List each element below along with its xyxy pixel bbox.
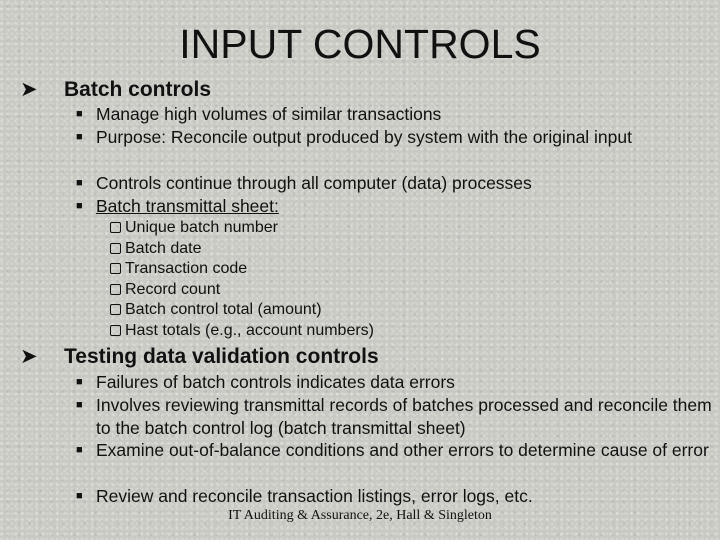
sub-item bbox=[110, 259, 247, 280]
checkbox-bullet-icon bbox=[110, 263, 121, 274]
checkbox-bullet-icon bbox=[110, 222, 121, 233]
square-bullet-icon: ■ bbox=[76, 444, 83, 456]
sub-item-text: Unique batch number bbox=[125, 219, 278, 236]
bullet-item bbox=[76, 103, 716, 126]
sub-item bbox=[110, 218, 278, 239]
sub-item bbox=[110, 300, 322, 321]
sub-item bbox=[110, 280, 220, 301]
checkbox-bullet-icon bbox=[110, 243, 121, 254]
bullet-text: Batch transmittal sheet: bbox=[96, 196, 279, 216]
footer-citation: IT Auditing & Assurance, 2e, Hall & Singleton bbox=[228, 508, 492, 523]
square-bullet-icon: ■ bbox=[76, 399, 83, 411]
bullet-text: Involves reviewing transmittal records of batches processed and reconcile them to the batch control log (batch transmittal sheet) bbox=[96, 395, 712, 438]
sub-item-text: Record count bbox=[125, 280, 221, 298]
square-bullet-icon: ■ bbox=[76, 131, 83, 143]
bullet-item bbox=[76, 485, 716, 508]
sub-item-text: Batch date bbox=[125, 239, 202, 257]
bullet-text: Controls continue through all computer (data) processes bbox=[96, 173, 532, 193]
sub-item-text: Transaction code bbox=[125, 260, 248, 277]
sub-item bbox=[110, 239, 202, 260]
section-heading-text: Batch controls bbox=[64, 78, 212, 101]
square-bullet-icon: ■ bbox=[76, 108, 83, 120]
section-heading-batch-controls bbox=[20, 78, 211, 102]
bullet-item bbox=[76, 172, 716, 195]
bullet-item bbox=[76, 439, 716, 462]
square-bullet-icon: ■ bbox=[76, 200, 83, 212]
square-bullet-icon: ■ bbox=[76, 490, 83, 502]
bullet-text: Manage high volumes of similar transactions bbox=[96, 104, 442, 124]
sub-item-text: Hast totals (e.g., account numbers) bbox=[125, 321, 374, 339]
arrow-bullet-icon: ➤ bbox=[20, 345, 38, 368]
checkbox-bullet-icon bbox=[110, 325, 121, 336]
slide-title: INPUT CONTROLS bbox=[179, 21, 541, 67]
section-heading-text: Testing data validation controls bbox=[64, 345, 379, 368]
bullet-item bbox=[76, 394, 716, 439]
section-heading-testing-data-validation bbox=[20, 345, 379, 369]
checkbox-bullet-icon bbox=[110, 304, 121, 315]
bullet-item bbox=[76, 195, 716, 218]
bullet-item bbox=[76, 126, 716, 149]
bullet-item bbox=[76, 371, 716, 394]
arrow-bullet-icon: ➤ bbox=[20, 78, 38, 101]
square-bullet-icon: ■ bbox=[76, 177, 83, 189]
checkbox-bullet-icon bbox=[110, 284, 121, 295]
sub-item-text: Batch control total (amount) bbox=[125, 301, 322, 318]
bullet-text: Review and reconcile transaction listings, error logs, etc. bbox=[96, 486, 533, 506]
bullet-text: Examine out-of-balance conditions and other errors to determine cause of error bbox=[96, 440, 709, 460]
bullet-text: Purpose: Reconcile output produced by system with the original input bbox=[96, 127, 632, 147]
sub-item bbox=[110, 321, 374, 342]
square-bullet-icon: ■ bbox=[76, 376, 83, 388]
bullet-text: Failures of batch controls indicates data errors bbox=[96, 372, 455, 392]
